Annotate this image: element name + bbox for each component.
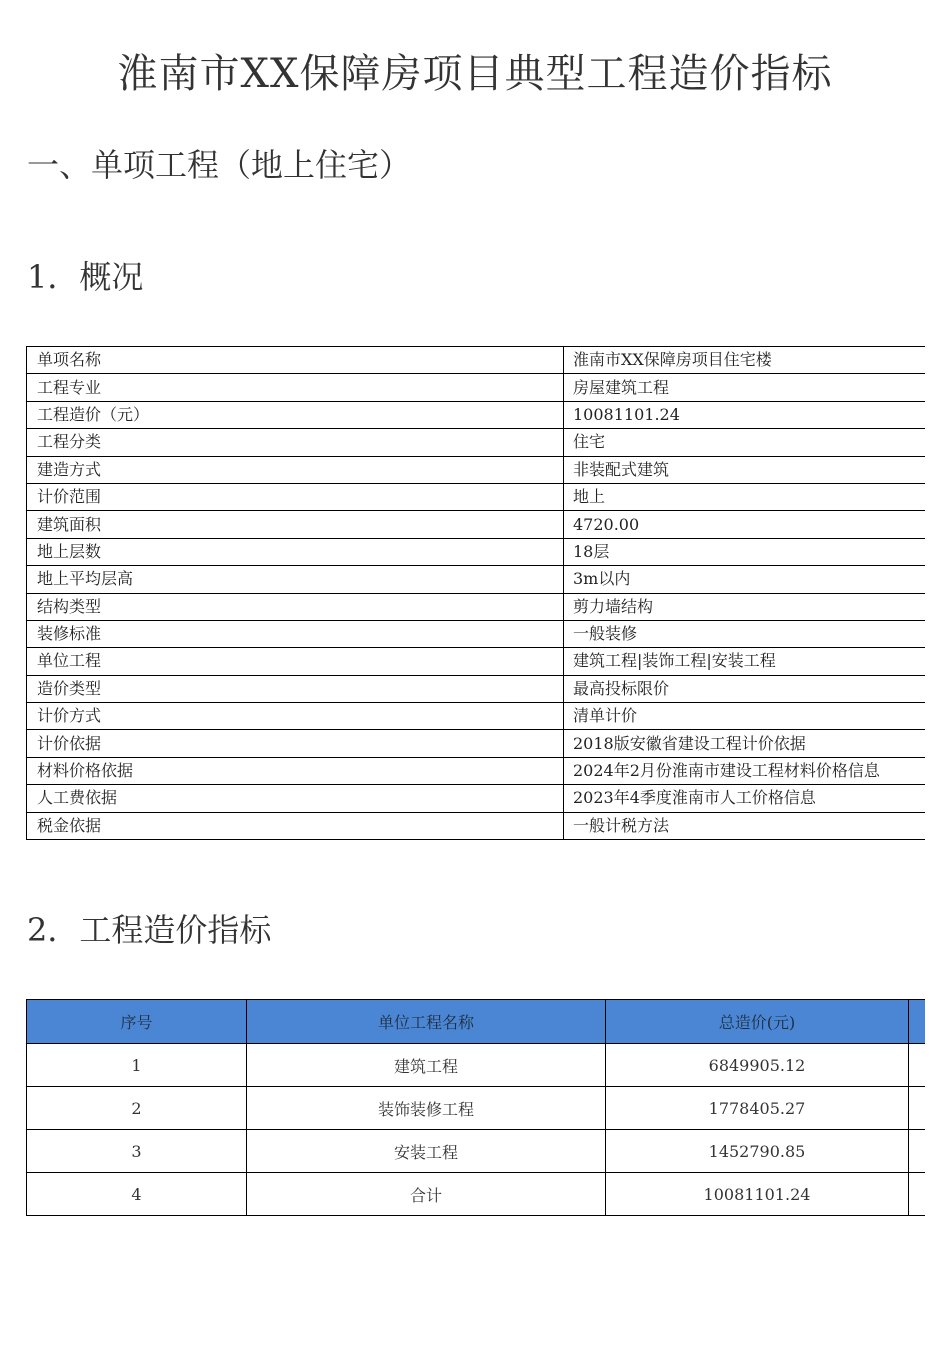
row-name-cell: 合计 (247, 1173, 606, 1216)
row-index-cell: 2 (27, 1087, 247, 1130)
row-cutoff-cell (909, 1087, 925, 1130)
row-cutoff-cell (909, 1044, 925, 1087)
overview-row (27, 648, 925, 675)
overview-row (27, 812, 925, 839)
overview-row (27, 757, 925, 784)
overview-label: 地上平均层高 (27, 566, 564, 593)
overview-row (27, 347, 925, 374)
overview-row (27, 429, 925, 456)
overview-row (27, 703, 925, 730)
overview-row (27, 566, 925, 593)
overview-label: 工程造价（元） (27, 401, 564, 428)
row-name-cell: 安装工程 (247, 1130, 606, 1173)
overview-label: 税金依据 (27, 812, 564, 839)
overview-label: 建造方式 (27, 456, 564, 483)
overview-label: 装修标准 (27, 620, 564, 647)
row-cutoff-cell (909, 1130, 925, 1173)
overview-row (27, 511, 925, 538)
overview-label: 造价类型 (27, 675, 564, 702)
overview-value: 剪力墙结构 (564, 593, 925, 620)
overview-row (27, 593, 925, 620)
table-row (27, 1130, 925, 1173)
row-cutoff-cell (909, 1173, 925, 1216)
overview-value: 建筑工程|装饰工程|安装工程 (564, 648, 925, 675)
overview-value: 房屋建筑工程 (564, 374, 925, 401)
overview-value: 2023年4季度淮南市人工价格信息 (564, 785, 925, 812)
table-row (27, 1044, 925, 1087)
row-total-cell: 1778405.27 (606, 1087, 909, 1130)
overview-label: 计价依据 (27, 730, 564, 757)
row-name-cell: 装饰装修工程 (247, 1087, 606, 1130)
overview-value: 2018版安徽省建设工程计价依据 (564, 730, 925, 757)
overview-row (27, 538, 925, 565)
cost-index-table (26, 999, 925, 1216)
overview-label: 工程分类 (27, 429, 564, 456)
overview-value: 住宅 (564, 429, 925, 456)
overview-value: 2024年2月份淮南市建设工程材料价格信息 (564, 757, 925, 784)
overview-row (27, 456, 925, 483)
overview-label: 计价方式 (27, 703, 564, 730)
overview-value: 一般计税方法 (564, 812, 925, 839)
overview-label: 结构类型 (27, 593, 564, 620)
row-name-cell: 建筑工程 (247, 1044, 606, 1087)
overview-row (27, 401, 925, 428)
overview-value: 18层 (564, 538, 925, 565)
overview-label: 计价范围 (27, 483, 564, 510)
header-cell-total: 总造价(元) (606, 1000, 909, 1044)
overview-value: 4720.00 (564, 511, 925, 538)
row-index-cell: 4 (27, 1173, 247, 1216)
overview-value: 淮南市XX保障房项目住宅楼 (564, 347, 925, 374)
row-index-cell: 3 (27, 1130, 247, 1173)
table-row (27, 1173, 925, 1216)
table-row (27, 1087, 925, 1130)
overview-label: 材料价格依据 (27, 757, 564, 784)
overview-label: 单位工程 (27, 648, 564, 675)
header-cell-index: 序号 (27, 1000, 247, 1044)
overview-label: 建筑面积 (27, 511, 564, 538)
overview-value: 地上 (564, 483, 925, 510)
subsection-overview-heading: 1．概况 (27, 258, 144, 296)
header-cell-cutoff (909, 1000, 925, 1044)
overview-value: 清单计价 (564, 703, 925, 730)
section-heading: 一、单项工程（地上住宅） (27, 146, 412, 184)
overview-row (27, 675, 925, 702)
overview-value: 3m以内 (564, 566, 925, 593)
overview-row (27, 483, 925, 510)
overview-row (27, 620, 925, 647)
overview-row (27, 785, 925, 812)
overview-value: 10081101.24 (564, 401, 925, 428)
overview-label: 单项名称 (27, 347, 564, 374)
subsection-cost-index-heading: 2．工程造价指标 (27, 911, 272, 949)
row-total-cell: 6849905.12 (606, 1044, 909, 1087)
row-total-cell: 1452790.85 (606, 1130, 909, 1173)
header-cell-name: 单位工程名称 (247, 1000, 606, 1044)
overview-label: 人工费依据 (27, 785, 564, 812)
overview-value: 一般装修 (564, 620, 925, 647)
overview-label: 地上层数 (27, 538, 564, 565)
overview-table (26, 346, 925, 840)
overview-row (27, 730, 925, 757)
row-index-cell: 1 (27, 1044, 247, 1087)
overview-label: 工程专业 (27, 374, 564, 401)
overview-value: 最高投标限价 (564, 675, 925, 702)
row-total-cell: 10081101.24 (606, 1173, 909, 1216)
page-title: 淮南市XX保障房项目典型工程造价指标 (117, 51, 833, 97)
overview-row (27, 374, 925, 401)
overview-value: 非装配式建筑 (564, 456, 925, 483)
table-header-row (27, 1000, 925, 1044)
